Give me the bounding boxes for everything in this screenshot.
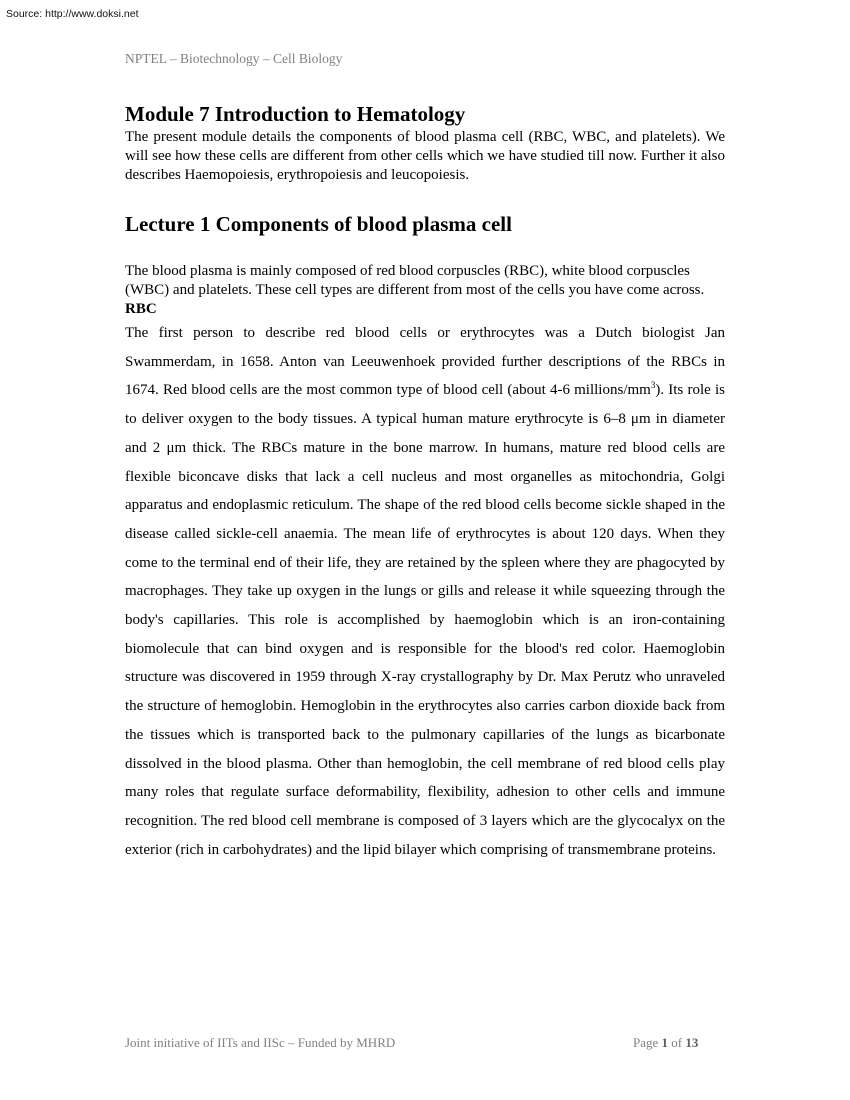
rbc-text-part1: The first person to describe red blood cells or erythrocytes was a Dutch biologist Jan Swammerdam, in 1658. Anton van Leeuwenhoek provided further descriptions of the RBCs in 1674. Red blood cells are the most common type of blood cell (about 4-6 millions/mm	[125, 325, 725, 399]
page-total: 13	[685, 1035, 699, 1050]
page-header: NPTEL – Biotechnology – Cell Biology	[125, 51, 343, 66]
rbc-superscript: 3	[650, 380, 656, 391]
document-body	[125, 100, 725, 864]
page-current: 1	[661, 1035, 669, 1050]
rbc-heading: RBC	[125, 301, 157, 317]
page-label: Page	[633, 1035, 659, 1050]
module-title: Module 7 Introduction to Hematology	[125, 102, 466, 126]
footer-credit: Joint initiative of IITs and IISc – Funded by MHRD	[125, 1035, 396, 1050]
lecture-intro: The blood plasma is mainly composed of red blood corpuscles (RBC), white blood corpuscles (WBC) and platelets. These cell types are different from most of the cells you have come across.	[125, 263, 705, 298]
page-number	[633, 1035, 698, 1051]
page-of: of	[671, 1035, 683, 1050]
module-intro: The present module details the components of blood plasma cell (RBC, WBC, and platelets). We will see how these cells are different from other cells which we have studied till now. Further it also describes Haemopoiesis, erythropoiesis and leucopoiesis.	[125, 129, 725, 183]
rbc-paragraph	[125, 319, 725, 864]
rbc-text-part2: ). Its role is to deliver oxygen to the body tissues. A typical human mature erythrocyte is 6–8 μm in diameter and 2 μm thick. The RBCs mature in the bone marrow. In humans, mature red blood cells are flexible biconcave disks that lack a cell nucleus and most organelles as mitochondria, Golgi apparatus and endoplasmic reticulum. The shape of the red blood cells become sickle shaped in the disease called sickle-cell anaemia. The mean life of erythrocytes is about 120 days. When they come to the terminal end of their life, they are retained by the spleen where they are phagocyted by macrophages. They take up oxygen in the lungs or gills and release it while squeezing through the body's capillaries. This role is accomplished by haemoglobin which is an iron-containing biomolecule that can bind oxygen and is responsible for the blood's red color. Haemoglobin structure was discovered in 1959 through X-ray crystallography by Dr. Max Perutz who unraveled the structure of hemoglobin. Hemoglobin in the erythrocytes also carries carbon dioxide back from the tissues which is transported back to the pulmonary capillaries of the lungs as bicarbonate dissolved in the blood plasma. Other than hemoglobin, the cell membrane of red blood cells play many roles that regulate surface deformability, flexibility, adhesion to other cells and immune recognition. The red blood cell membrane is composed of 3 layers which are the glycocalyx on the exterior (rich in carbohydrates) and the lipid bilayer which comprising of transmembrane proteins.	[125, 382, 726, 858]
lecture-title: Lecture 1 Components of blood plasma cell	[125, 212, 512, 236]
source-url: Source: http://www.doksi.net	[6, 8, 139, 20]
